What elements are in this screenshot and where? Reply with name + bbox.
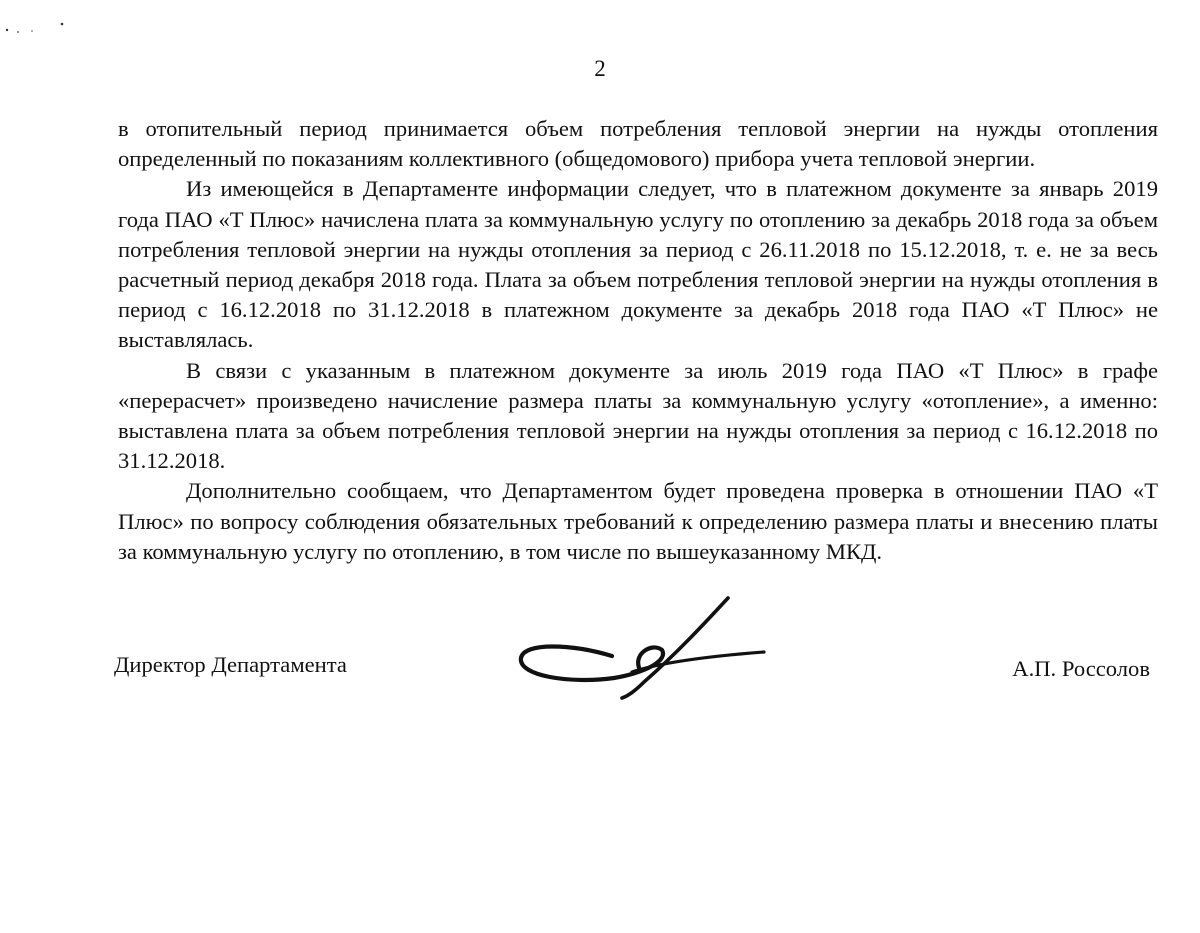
signer-title: Директор Департамента	[114, 652, 347, 677]
handwritten-signature	[512, 592, 776, 704]
signature-block	[0, 590, 1200, 720]
paragraph-inspection: Дополнительно сообщаем, что Департаментом будет проведена проверка в отношении ПАО «Т Плюс» по вопросу соблюдения обязательных требований к определению размера платы и внесению платы за коммунальную услугу по отоплению, в том числе по вышеуказанному МКД.	[118, 478, 1158, 564]
signer-name: А.П. Россолов	[1012, 656, 1150, 681]
page-number: 2	[594, 56, 606, 81]
letter-body	[118, 114, 1158, 567]
paragraph-recalculation: В связи с указанным в платежном документе за июль 2019 года ПАО «Т Плюс» в графе «перерасчет» произведено начисление размера платы за коммунальную услугу «отопление», а именно: выставлена плата за объем потребления тепловой энергии на нужды отопления за период с 16.12.2018 по 31.12.2018.	[118, 357, 1158, 474]
scan-specks	[4, 18, 74, 38]
paragraph-billing-info: Из имеющейся в Департаменте информации следует, что в платежном документе за январь 2019 года ПАО «Т Плюс» начислена плата за коммунальную услугу по отоплению за декабрь 2018 года за объем потребления тепловой энергии на нужды отопления за период с 26.11.2018 по 15.12.2018, т. е. не за весь расчетный период декабря 2018 года. Плата за объем потребления тепловой энергии на нужды отопления в период с 16.12.2018 по 31.12.2018 в платежном документе за декабрь 2018 года ПАО «Т Плюс» не выставлялась.	[118, 176, 1158, 353]
paragraph-continuation: в отопительный период принимается объем потребления тепловой энергии на нужды отопления определенный по показаниям коллективного (общедомового) прибора учета тепловой энергии.	[118, 116, 1158, 172]
